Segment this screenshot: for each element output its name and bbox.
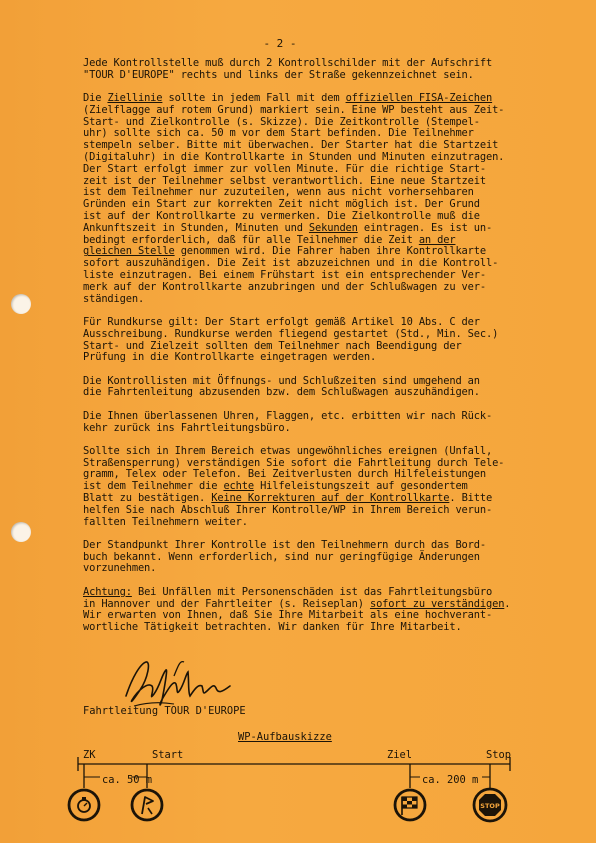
paragraph [83,317,583,364]
stop-sign-icon [472,787,508,823]
stop-sign-text: STOP [480,802,500,810]
text-segment: Die Kontrollisten mit Öffnungs- und Schlußzeiten sind umgehend an die Fahrtenleitung abzusenden bzw. dem Schlußwagen auszuhändigen. [83,374,480,399]
paragraph [83,58,583,82]
underlined-text: Ziellinie [107,92,163,105]
underlined-text: Achtung: [83,585,132,598]
text-segment: Bei Unfällen mit Personenschäden ist das Fahrtleitungsbüro in Hannover und der Fahrtleiter (s. Reiseplan) [83,585,493,610]
signature [118,656,248,712]
text-segment: sollte in jedem Fall mit dem [162,92,346,105]
wp-diagram [60,744,540,834]
underlined-text: Sekunden [308,221,358,234]
signature-org: Fahrtleitung TOUR D'EUROPE [83,705,246,717]
page-number: - 2 - [263,37,297,50]
body-text [83,58,583,645]
underlined-text: sofort zu verständigen [369,597,505,610]
label-start: Start [152,749,184,761]
start-flag-icon [130,788,164,822]
text-segment: (Zielflagge auf rotem Grund) markiert sein. Eine WP besteht aus Zeit- Start- und Zielkontrolle (s. Skizze). Die Zeitkontrolle (Stempel- uhr) sollte sich ca. 50 m vor dem Start befinden. Die Teilnehmer stempeln selber. Bitte mit überwachen. Der Starter hat die Startzeit (Digitaluhr) in die Kontrollkarte in Stunden und Minuten einzutragen. Der Start erfolgt immer zur vollen Minute. Für die richtige Start- zeit ist der Teilnehmer selbst verantwortlich. Eine neue Startzeit ist dem Teilnehmer nur zuzuteilen, wenn aus nicht vorhersehbaren Gründen ein Start zur korrekten Zeit nicht möglich ist. Der Grund ist auf der Kontrollkarte zu vermerken. Die Zielkontrolle muß die Ankunftszeit in Stunden, Minuten und [83,103,505,234]
sketch-title: WP-Aufbauskizze [238,731,332,743]
paragraph [83,376,583,400]
label-stop: Stop [486,749,512,761]
paragraph [83,587,583,634]
paragraph [83,446,583,529]
text-segment: eintragen. Es ist un- bedingt erforderlich, daß für alle Teilnehmer die Zeit [83,221,493,246]
label-distance-50m: ca. 50 m [102,774,153,786]
stopwatch-icon [67,788,101,822]
text-segment: Für Rundkurse gilt: Der Start erfolgt gemäß Artikel 10 Abs. C der Ausschreibung. Rundkurse werden fliegend gestartet (Std., Min. Sec.) Start- und Zielzeit sollten dem Teilnehmer nach Beendigung der Prüfung in die Kontrollkarte eingetragen werden. [83,315,499,364]
text-segment: Jede Kontrollstelle muß durch 2 Kontrollschilder mit der Aufschrift "TOUR D'EUROPE" rechts und links der Straße gekennzeichnet sein. [83,57,493,81]
text-segment: Sollte sich in Ihrem Bereich etwas ungewöhnliches ereignen (Unfall, Straßensperrung) verständigen Sie sofort die Fahrtleitung durch Tele- gramm, Telex oder Telefon. Bei Zeitverlusten durch Hilfeleistungen ist dem Teilnehmer die [83,444,505,493]
text-segment: Hilfeleistungszeit auf gesondertem Blatt zu bestätigen. [83,480,468,504]
text-segment: genommen wird. Die Fahrer haben ihre Kontrollkarte sofort auszuhändigen. Die Zeit ist abzuzeichnen und in die Kontroll- liste einzutragen. Bei einem Frühstart ist ein entsprechender Ver- merk auf der Kontrollkarte anzubringen und der Schlußwagen zu ver- ständigen. [83,245,499,305]
underlined-text: an der [418,233,456,246]
checkered-flag-icon [393,788,427,822]
paragraph [83,540,583,575]
text-segment: Die [83,92,108,105]
underlined-text: gleichen Stelle [83,245,175,258]
label-distance-200m: ca. 200 m [422,774,479,786]
punch-hole [11,294,31,314]
label-zk: ZK [83,749,96,761]
underlined-text: Keine Korrekturen auf der Kontrollkarte [211,492,450,504]
paragraph [83,411,583,435]
underlined-text: offiziellen FISA-Zeichen [345,92,493,105]
text-segment: Die Ihnen überlassenen Uhren, Flaggen, etc. erbitten wir nach Rück- kehr zurück ins Fahrtleitungsbüro. [83,409,493,434]
text-segment: . Wir erwarten von Ihnen, daß Sie Ihre Mitarbeit als eine hochverant- wortliche Tätigkeit betrachten. Wir danken für Ihre Mitarbeit. [83,597,511,634]
text-segment: Der Standpunkt Ihrer Kontrolle ist den Teilnehmern durch das Bord- buch bekannt. Wenn erforderlich, sind nur geringfügige Änderungen vorzunehmen. [83,538,486,575]
underlined-text: echte [223,480,254,493]
text-segment: . Bitte helfen Sie nach Abschluß Ihrer Kontrolle/WP in Ihrem Bereich verun- fallten Teilnehmern weiter. [83,492,493,528]
paragraph [83,93,583,305]
punch-hole [11,522,31,542]
label-ziel: Ziel [387,749,413,761]
